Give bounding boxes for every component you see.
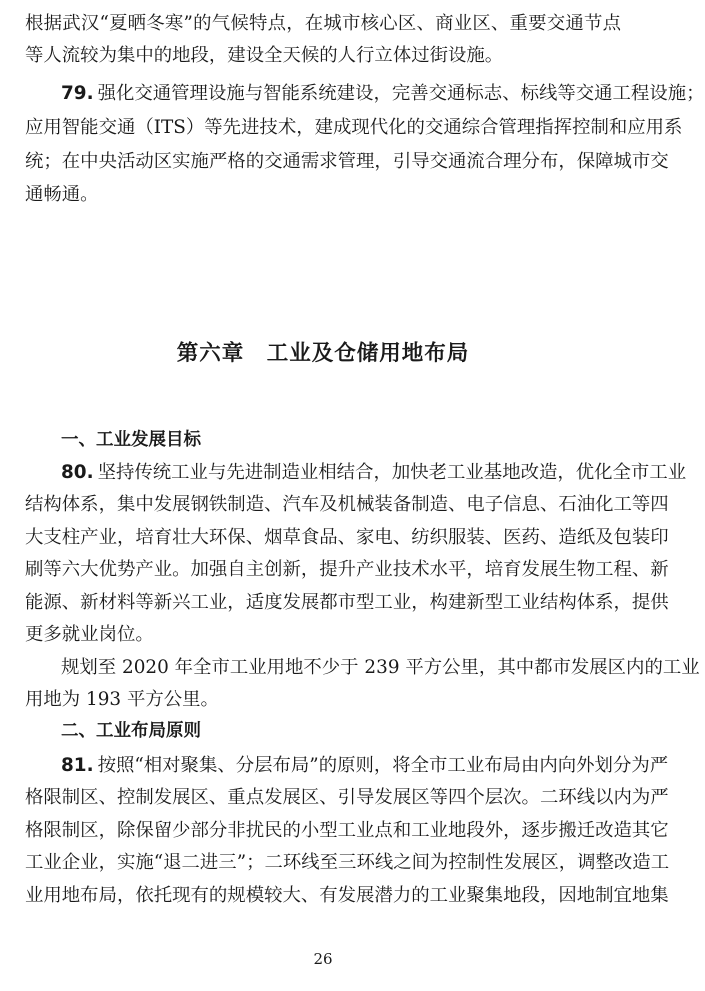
paragraph-line: 规划至 2020 年全市工业用地不少于 239 平方公里，其中都市发展区内的工业 bbox=[61, 657, 700, 678]
section-heading: 二、工业布局原则 bbox=[61, 721, 201, 741]
paragraph-line: 格限制区、控制发展区、重点发展区、引导发展区等四个层次。二环线以内为严 bbox=[25, 787, 669, 808]
item-number: 80. bbox=[61, 462, 94, 483]
item-text: 强化交通管理设施与智能系统建设，完善交通标志、标线等交通工程设施； bbox=[97, 83, 705, 104]
item-number: 81. bbox=[61, 755, 94, 776]
paragraph-line: 更多就业岗位。 bbox=[25, 624, 154, 645]
item-number: 79. bbox=[61, 83, 94, 104]
paragraph-line: 应用智能交通（ITS）等先进技术，建成现代化的交通综合管理指挥控制和应用系 bbox=[25, 117, 683, 138]
page-number: 26 bbox=[313, 950, 333, 968]
paragraph-line: 能源、新材料等新兴工业，适度发展都市型工业，构建新型工业结构体系，提供 bbox=[25, 592, 669, 613]
paragraph-line: 工业企业，实施“退二进三”；二环线至三环线之间为控制性发展区，调整改造工 bbox=[25, 852, 670, 873]
paragraph-line: 等人流较为集中的地段，建设全天候的人行立体过街设施。 bbox=[25, 45, 504, 66]
paragraph-line: 用地为 193 平方公里。 bbox=[25, 689, 219, 710]
paragraph-line: 业用地布局，依托现有的规模较大、有发展潜力的工业聚集地段，因地制宜地集 bbox=[25, 885, 669, 906]
paragraph-line: 刷等六大优势产业。加强自主创新，提升产业技术水平，培育发展生物工程、新 bbox=[25, 559, 669, 580]
item-79-first-line bbox=[61, 82, 705, 106]
item-text: 按照“相对聚集、分层布局”的原则，将全市工业布局由内向外划分为严 bbox=[97, 755, 669, 776]
chapter-title: 第六章 工业及仓储用地布局 bbox=[176, 341, 470, 366]
item-80-first-line bbox=[61, 461, 687, 485]
item-81-first-line bbox=[61, 754, 669, 778]
item-text: 坚持传统工业与先进制造业相结合，加快老工业基地改造，优化全市工业 bbox=[97, 462, 687, 483]
paragraph-line: 格限制区，除保留少部分非扰民的小型工业点和工业地段外，逐步搬迁改造其它 bbox=[25, 820, 669, 841]
section-heading: 一、工业发展目标 bbox=[61, 430, 201, 450]
paragraph-line: 统；在中央活动区实施严格的交通需求管理，引导交通流合理分布，保障城市交 bbox=[25, 151, 669, 172]
paragraph-line: 根据武汉“夏晒冬寒”的气候特点，在城市核心区、商业区、重要交通节点 bbox=[25, 13, 621, 34]
paragraph-line: 通畅通。 bbox=[25, 184, 99, 205]
paragraph-line: 结构体系，集中发展钢铁制造、汽车及机械装备制造、电子信息、石油化工等四 bbox=[25, 494, 669, 515]
paragraph-line: 大支柱产业，培育壮大环保、烟草食品、家电、纺织服装、医药、造纸及包装印 bbox=[25, 527, 669, 548]
